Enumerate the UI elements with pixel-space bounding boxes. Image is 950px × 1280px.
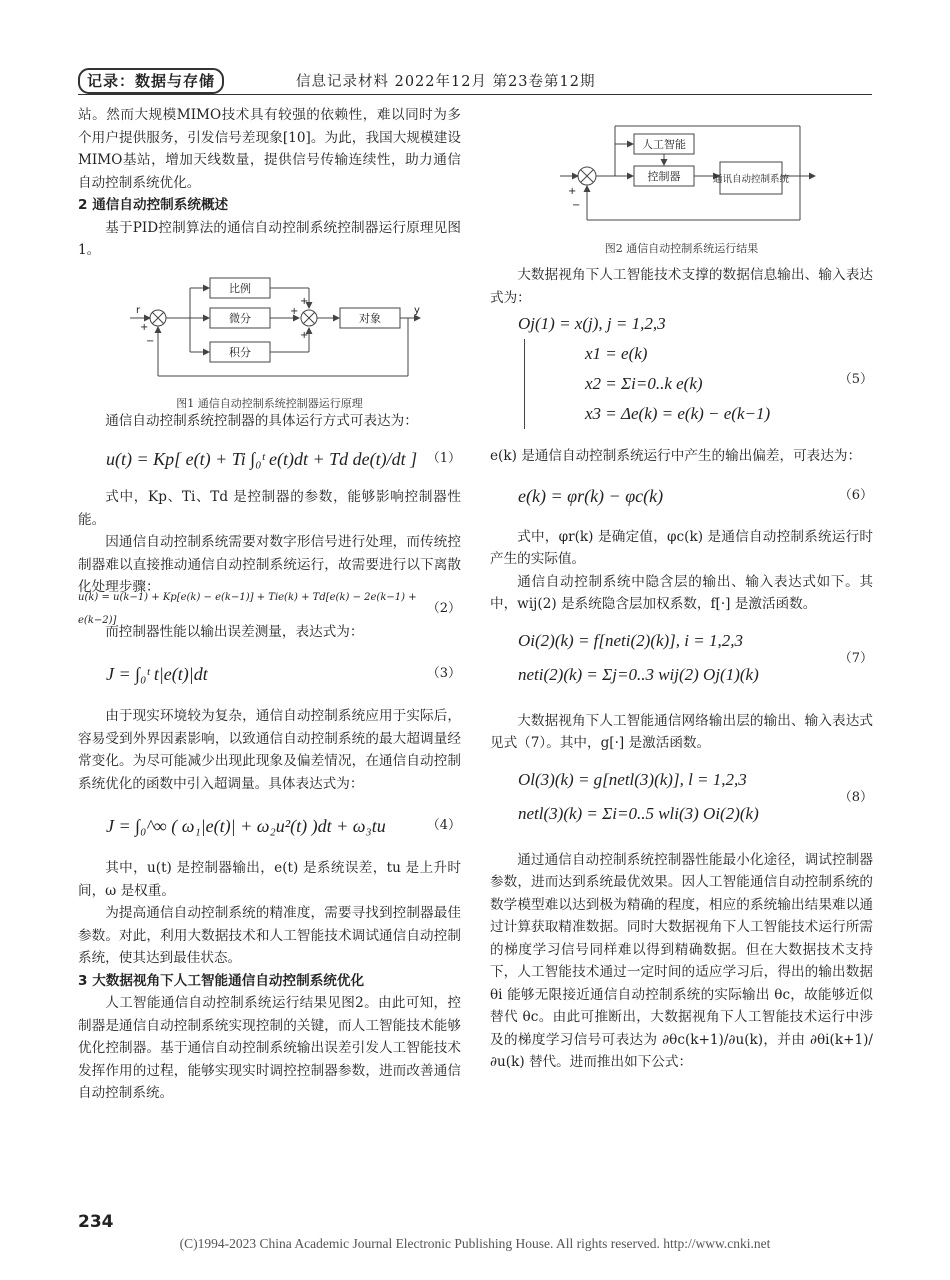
plus-sign: + [300,329,309,341]
equation-2-body: u(k) = u(k−1) + Kp[e(k) − e(k−1)] + Tie(k) + Td[e(k) − 2e(k−1) + e(k−2)] [78,592,417,626]
label-y: y [414,304,420,316]
block-controller: 控制器 [647,170,681,183]
plus-sign: + [300,295,309,307]
equation-5d: x3 = Δe(k) = e(k) − e(k−1) [585,404,771,423]
page-number: 234 [78,1212,114,1232]
section-tag: 记录：数据与存储 [78,68,224,94]
equation-5b: x1 = e(k) [585,344,648,363]
equation-1-body: u(t) = Kp[ e(t) + Ti ∫₀ᵗ e(t)dt + Td de(t)/dt ] [106,448,418,469]
equation-8 [490,755,873,849]
paragraph: 由于现实环境较为复杂，通信自动控制系统应用于实际后，容易受到外界因素影响，以致通信自动控制系统的最大超调量经常变化。为尽可能减少出现此现象及偏差情况，在通信自动控制系统优化的函数中引入超调量。具体表达式为： [78,708,461,792]
figure-1-caption: 图1 通信自动控制系统控制器运行原理 [176,397,363,410]
paragraph: e(k) 是通信自动控制系统运行中产生的输出偏差，可表达为： [490,448,862,464]
minus-sign: − [146,335,155,347]
paragraph: 式中，φr(k) 是确定值，φc(k) 是通信自动控制系统运行时产生的实际值。 [490,528,873,567]
equation-3-body: J = ∫₀ᵗ t|e(t)|dt [106,663,208,684]
paragraph: 通信自动控制系统控制器的具体运行方式可表达为： [105,412,418,429]
paragraph: 站。然而大规模MIMO技术具有较强的依赖性，难以同时为多个用户提供服务，引发信号差现象[10]。为此，我国大规模建设MIMO基站，增加天线数量，提供信号传输连续性，助力通信自动控制系统优化。 [78,107,461,191]
svg-text:+: + [568,186,577,197]
equation-number: （6） [838,488,873,504]
pid-diagram [78,268,461,388]
equation-number: （8） [838,789,873,805]
paragraph: 基于PID控制算法的通信自动控制系统控制器运行原理见图1。 [78,219,461,258]
equation-7b: neti(2)(k) = Σj=0..3 wij(2) Oj(1)(k) [518,664,759,684]
equation-7a: Oi(2)(k) = f[neti(2)(k)], i = 1,2,3 [518,630,743,650]
paragraph: 大数据视角下人工智能技术支撑的数据信息输出、输入表达式为： [490,267,873,306]
equation-number: （4） [426,817,461,833]
section-heading-3: 3 大数据视角下人工智能通信自动控制系统优化 [78,972,365,989]
figure-1 [78,268,461,410]
equation-1 [78,432,461,486]
paragraph: 大数据视角下人工智能通信网络输出层的输出、输入表达式见式（7）。其中，g[·] 是激活函数。 [490,712,873,751]
equation-8a: Ol(3)(k) = g[netl(3)(k)], l = 1,2,3 [518,769,747,789]
equation-7 [490,616,873,710]
equation-3 [78,643,461,705]
equation-4 [78,795,461,857]
equation-4-body: J = ∫₀^∞ ( ω₁|e(t)| + ω₂u²(t) )dt + ω₃tu [106,815,386,836]
block-proportional: 比例 [229,281,251,295]
plus-sign: + [290,305,299,317]
block-ai: 人工智能 [642,138,686,151]
right-column [490,104,873,1074]
paragraph: 因通信自动控制系统需要对数字形信号进行处理，而传统控制器难以直接推动通信自动控制系统运行，故需要进行以下离散化处理步骤： [78,534,461,595]
equation-5 [490,309,873,439]
paragraph: 其中，u(t) 是控制器输出，e(t) 是系统误差，tu 是上升时间，ω 是权重。 [78,860,461,899]
block-object: 对象 [359,311,381,325]
ai-control-diagram [490,104,873,232]
block-system: 通讯自动控制系统 [712,174,790,185]
equation-number: （1） [426,450,461,466]
equation-6-body: e(k) = φr(k) − φc(k) [518,486,664,507]
paragraph: 人工智能通信自动控制系统运行结果见图2。由此可知，控制器是通信自动控制系统实现控制的关键，而人工智能技术能够优化控制器。基于通信自动控制系统输出误差引发人工智能技术发挥作用的过程，能够实现实时调控控制器参数，进而改善通信自动控制系统。 [78,995,461,1101]
journal-header: 信息记录材料 2022年12月 第23卷第12期 [296,74,596,90]
equation-number: （3） [426,665,461,681]
equation-5a: Oj(1) = x(j), j = 1,2,3 [518,314,666,333]
section-heading-2: 2 通信自动控制系统概述 [78,197,229,213]
equation-5c: x2 = Σi=0..k e(k) [585,374,703,393]
paragraph: 为提高通信自动控制系统的精准度，需要寻找到控制器最佳参数。对此，利用大数据技术和人工智能技术调试通信自动控制系统，使其达到最佳状态。 [78,905,461,966]
equation-number: （5） [838,372,873,387]
header-rule [78,94,872,95]
figure-2-caption: 图2 通信自动控制系统运行结果 [604,241,759,255]
paragraph: 通过通信自动控制系统控制器性能最小化途径，调试控制器参数，进而达到系统最优效果。因人工智能通信自动控制系统的数学模型难以达到极为精确的程度，相应的系统输出结果难以通过计算获取精准数据。同时大数据视角下人工智能技术运行所需的梯度学习信号同样难以得到精确数据。但在大数据技术支持下，人工智能技术通过一定时间的适应学习后，得出的输出数据 θi 能够无限接近通信自动控制系统的实际输出 θc，故能够近似替代 θc。由此可推断出，大数据视角下人工智能技术运行中涉及的梯度学习信号可表达为 ∂θc(k+1)/∂u(k)，并由 ∂θi(k+1)/∂u(k) 替代。进而推出如下公式： [490,851,873,1070]
figure-2 [490,104,873,254]
paragraph: 通信自动控制系统中隐含层的输出、输入表达式如下。其中，wij(2) 是系统隐含层加权系数，f[·] 是激活函数。 [490,573,873,612]
equation-6 [490,468,873,526]
copyright-line: (C)1994-2023 China Academic Journal Electronic Publishing House. All rights reserved. http://www.cnki.net [179,1236,771,1251]
paragraph: 而控制器性能以输出误差测量，表达式为： [105,623,364,640]
equation-number: （2） [426,601,461,617]
plus-sign: + [140,321,149,333]
equation-2 [78,592,461,626]
equation-8b: netl(3)(k) = Σi=0..5 wli(3) Oi(2)(k) [518,803,759,823]
left-column [78,104,461,1105]
paragraph: 式中，Kp、Ti、Td 是控制器的参数，能够影响控制器性能。 [78,489,461,528]
label-r: r [136,304,141,316]
equation-number: （7） [838,650,873,666]
svg-text:−: − [572,200,581,211]
block-integral: 积分 [229,345,251,359]
block-derivative: 微分 [229,311,251,325]
